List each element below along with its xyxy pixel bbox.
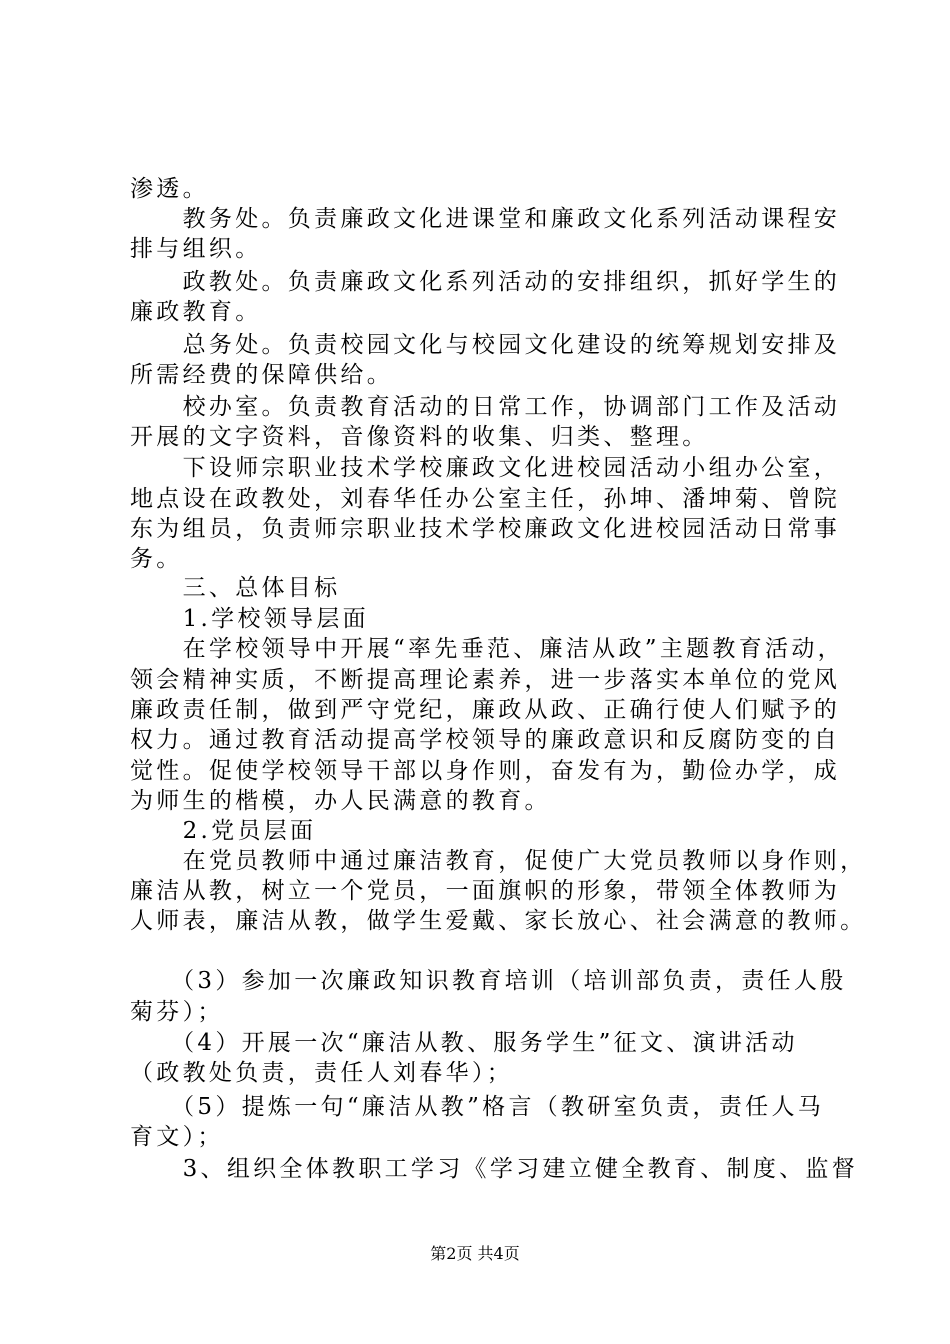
text-line: 在党员教师中通过廉洁教育，促使广大党员教师以身作则， [130, 848, 867, 874]
text-line: （4）开展一次“廉洁从教、服务学生”征文、演讲活动 [130, 1030, 798, 1056]
text-line: 为师生的楷模，办人民满意的教育。 [130, 788, 551, 814]
text-line: 务。 [130, 546, 183, 572]
text-line: 领会精神实质，不断提高理论素养，进一步落实本单位的党风 [130, 667, 841, 693]
text-line: 所需经费的保障供给。 [130, 362, 393, 388]
text-line: （3）参加一次廉政知识教育培训（培训部负责，责任人殷 [130, 968, 847, 994]
text-line: 总务处。负责校园文化与校园文化建设的统筹规划安排及 [130, 332, 841, 358]
text-line: 渗透。 [130, 176, 209, 202]
text-line: 在学校领导中开展“率先垂范、廉洁从政”主题教育活动， [130, 636, 844, 662]
text-line: 觉性。促使学校领导干部以身作则，奋发有为，勤俭办学，成 [130, 758, 841, 784]
subsection-heading: 2.党员层面 [130, 818, 317, 844]
text-line: 人师表，廉洁从教，做学生爱戴、家长放心、社会满意的教师。 [130, 908, 867, 934]
text-line: 3、组织全体教职工学习《学习建立健全教育、制度、监督 [130, 1156, 859, 1182]
text-line: 廉政责任制，做到严守党纪，廉政从政、正确行使人们赋予的 [130, 697, 841, 723]
text-line: （政教处负责，责任人刘春华）； [130, 1060, 513, 1086]
text-line: 教务处。负责廉政文化进课堂和廉政文化系列活动课程安 [130, 206, 841, 232]
text-line: 权力。通过教育活动提高学校领导的廉政意识和反腐防变的自 [130, 727, 841, 753]
text-line: 东为组员，负责师宗职业技术学校廉政文化进校园活动日常事 [130, 516, 841, 542]
text-line: （5）提炼一句“廉洁从教”格言（教研室负责，责任人马 [130, 1094, 825, 1120]
text-line: 廉洁从教，树立一个党员，一面旗帜的形象，带领全体教师为 [130, 878, 841, 904]
text-line: 育文）； [130, 1124, 224, 1150]
text-line: 政教处。负责廉政文化系列活动的安排组织，抓好学生的 [130, 269, 841, 295]
text-line: 开展的文字资料，音像资料的收集、归类、整理。 [130, 424, 709, 450]
text-line: 下设师宗职业技术学校廉政文化进校园活动小组办公室， [130, 455, 841, 481]
text-line: 排与组织。 [130, 236, 262, 262]
text-line: 校办室。负责教育活动的日常工作，协调部门工作及活动 [130, 394, 841, 420]
section-heading: 三、总体目标 [130, 575, 341, 601]
page-number-footer: 第2页 共4页 [430, 1244, 520, 1263]
subsection-heading: 1.学校领导层面 [130, 606, 369, 632]
text-line: 地点设在政教处，刘春华任办公室主任，孙坤、潘坤菊、曾院 [130, 486, 841, 512]
text-line: 菊芬）； [130, 999, 224, 1025]
text-line: 廉政教育。 [130, 299, 262, 325]
